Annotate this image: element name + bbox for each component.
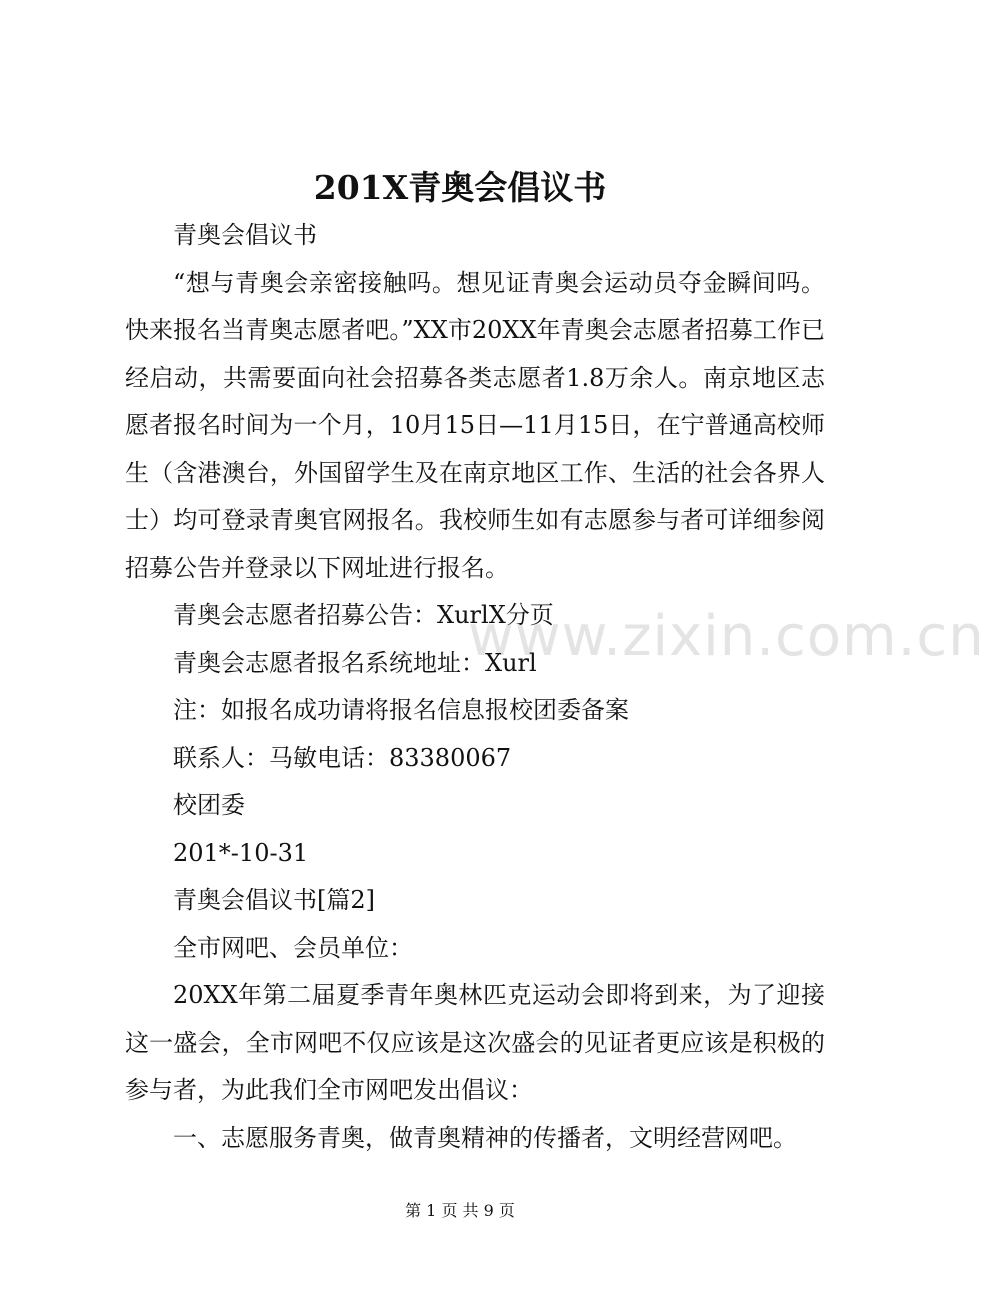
paragraph-body: 20XX年第二届夏季青年奥林匹克运动会即将到来，为了迎接这一盛会，全市网吧不仅应该是这次盛会的见证者更应该是积极的参与者，为此我们全市网吧发出倡议： — [125, 981, 825, 1104]
paragraph-subtitle: 青奥会倡议书 — [173, 221, 317, 249]
paragraph-system-link: 青奥会志愿者报名系统地址：Xurl — [173, 648, 537, 677]
watermark: www.zixin.com.cn — [468, 604, 985, 669]
paragraph-point-1: 一、志愿服务青奥，做青奥精神的传播者，文明经营网吧。 — [173, 1123, 797, 1152]
paragraph-note: 注：如报名成功请将报名信息报校团委备案 — [173, 696, 629, 724]
paragraph-date: 201*-10-31 — [173, 838, 309, 867]
paragraph-contact: 联系人：马敏电话：83380067 — [173, 743, 512, 772]
paragraph-section-title: 青奥会倡议书[篇2] — [173, 886, 375, 914]
paragraph-salutation: 全市网吧、会员单位： — [173, 933, 413, 962]
paragraph-notice-link: 青奥会志愿者招募公告：XurlX分页 — [173, 601, 554, 629]
document-title: 201X青奥会倡议书 — [313, 168, 607, 207]
paragraph-signature: 校团委 — [173, 791, 245, 819]
page-footer: 第 1 页 共 9 页 — [405, 1201, 515, 1220]
document-body — [125, 212, 825, 1162]
paragraph-intro: “想与青奥会亲密接触吗。想见证青奥会运动员夺金瞬间吗。快来报名当青奥志愿者吧。”XX市20XX年青奥会志愿者招募工作已经启动，共需要面向社会招募各类志愿者1.8万余人。南京地区志愿者报名时间为一个月，10月15日—11月15日，在宁普通高校师生（含港澳台，外国留学生及在南京地区工作、生活的社会各界人士）均可登录青奥官网报名。我校师生如有志愿参与者可详细参阅招募公告并登录以下网址进行报名。 — [125, 268, 825, 582]
